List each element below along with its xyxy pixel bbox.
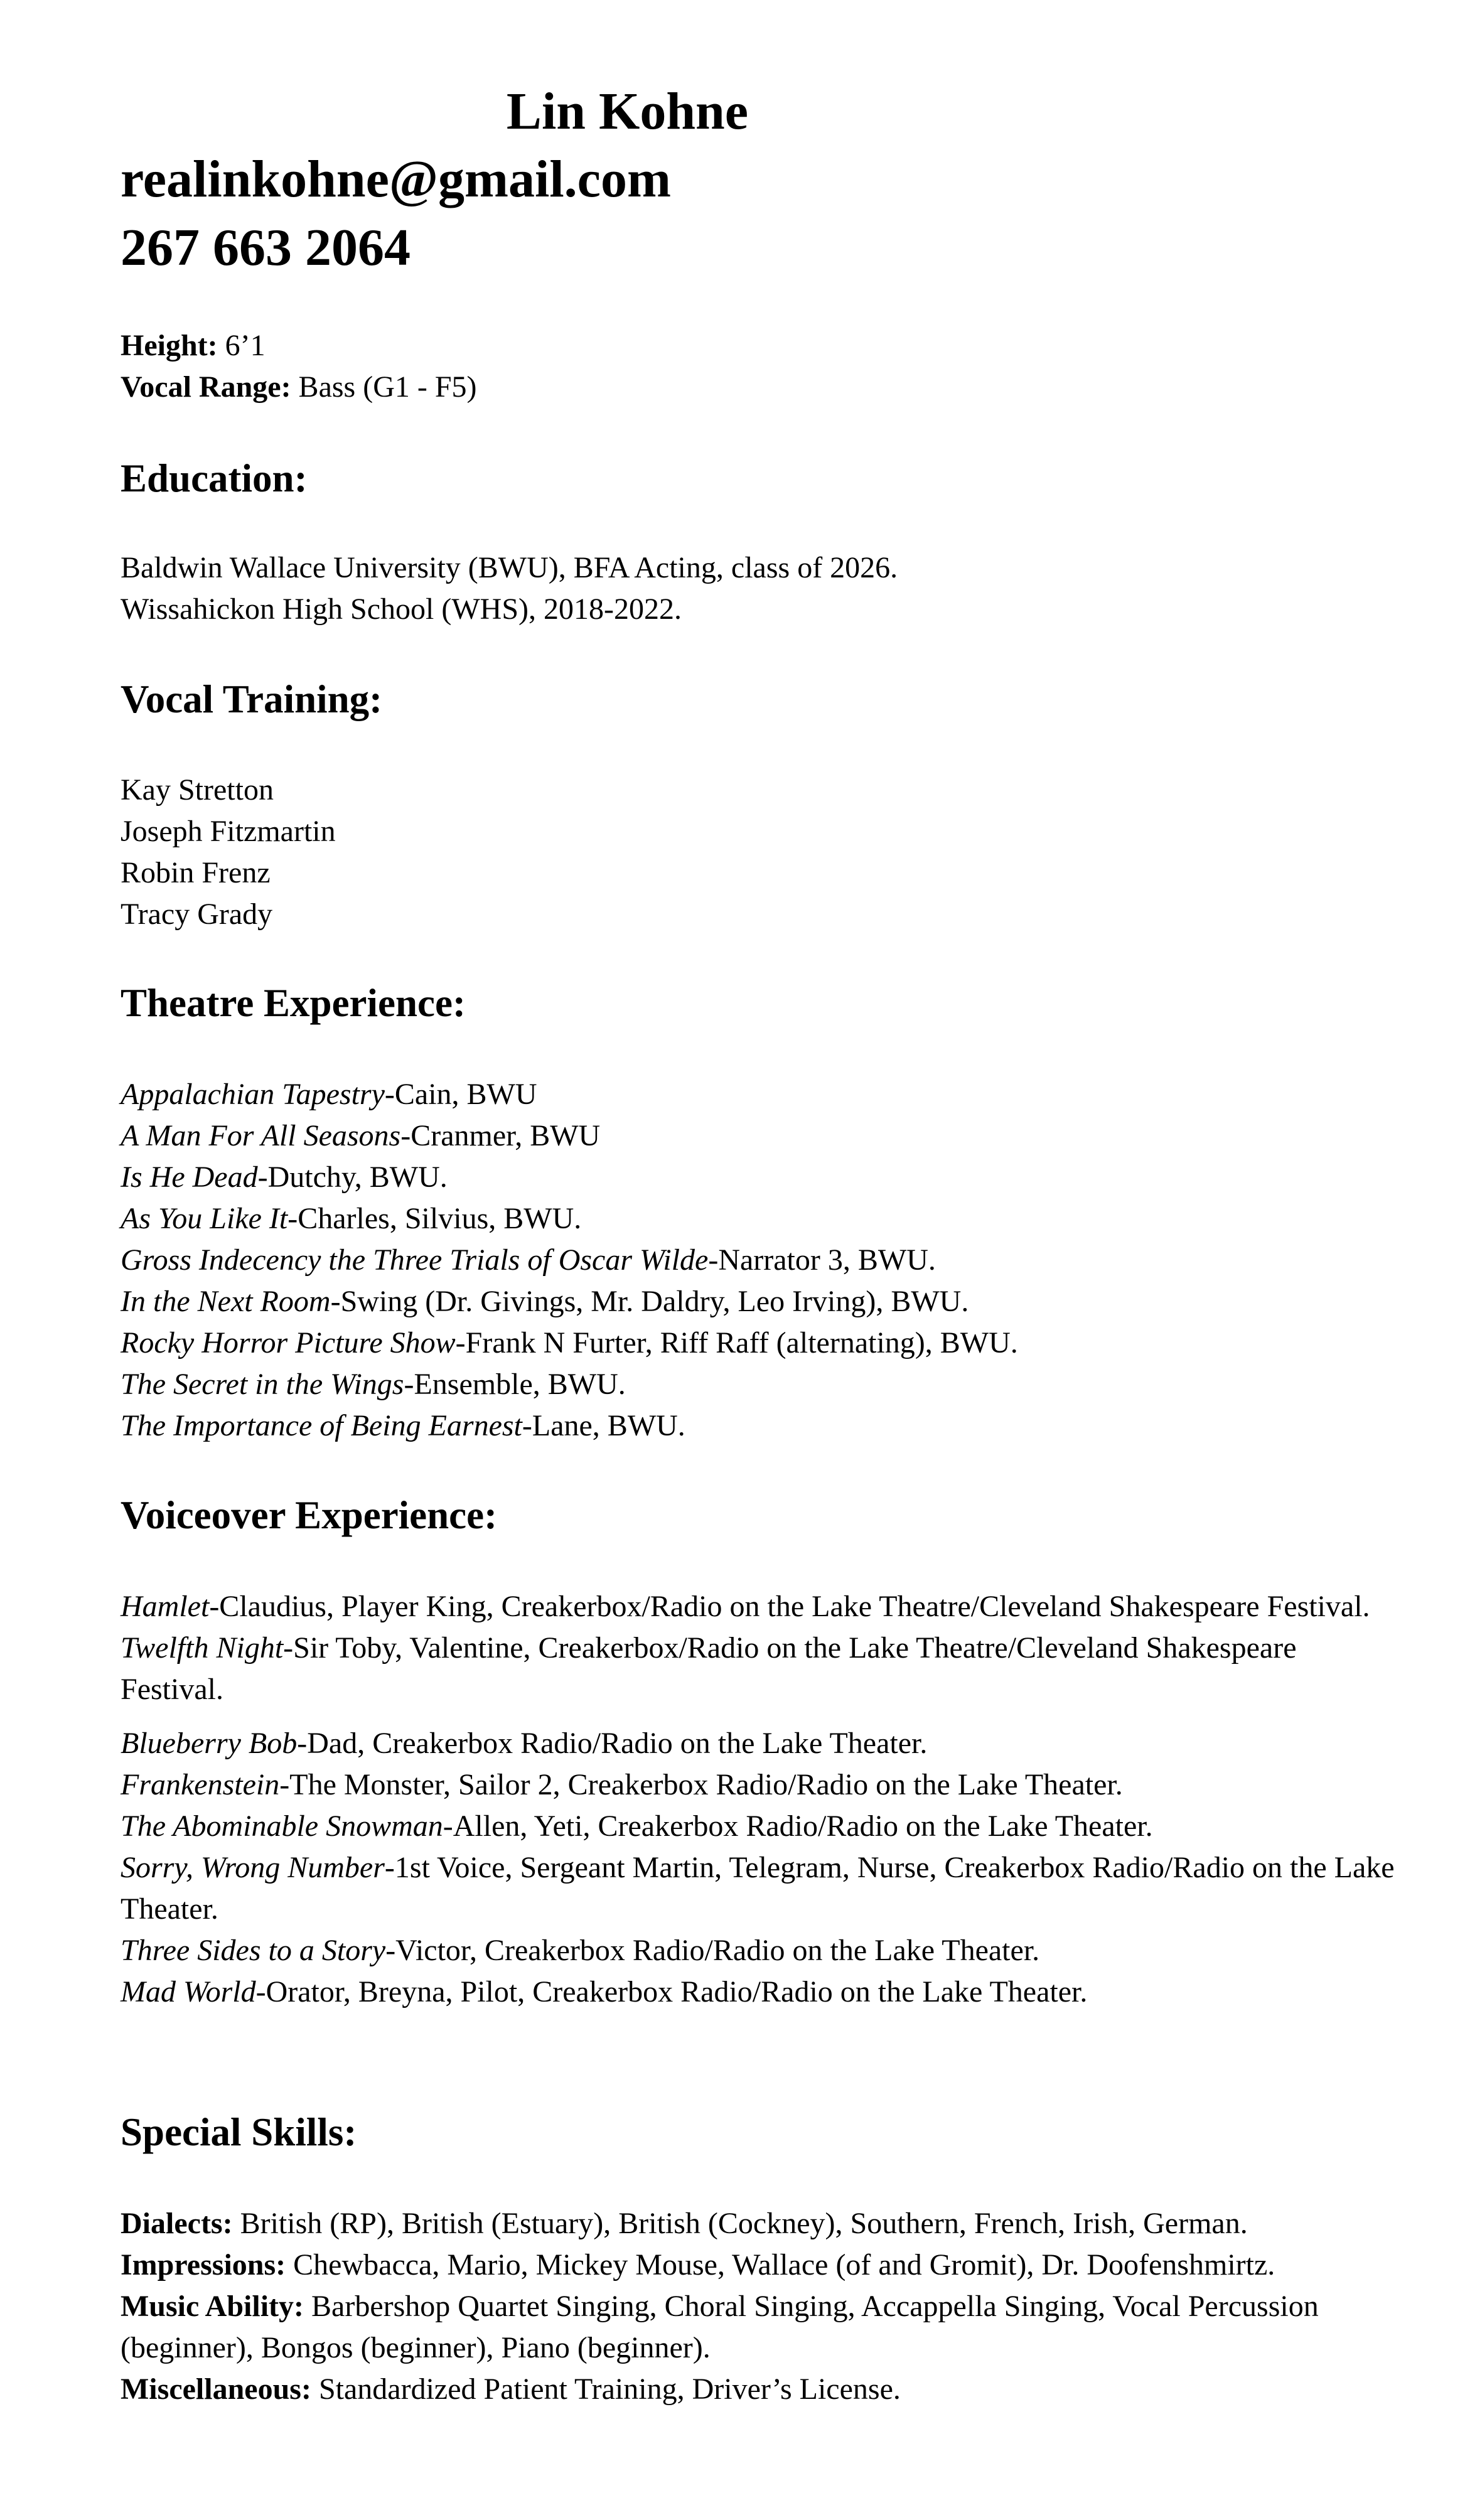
skill-label: Miscellaneous:	[121, 2373, 311, 2406]
theatre-credit	[121, 1074, 1401, 1115]
voiceover-credit	[121, 1847, 1401, 1930]
theatre-experience-heading: Theatre Experience:	[121, 981, 466, 1025]
theatre-credit	[121, 1115, 1401, 1157]
phone-number: 267 663 2064	[121, 218, 411, 277]
credit-detail: -Allen, Yeti, Creakerbox Radio/Radio on the Lake Theater.	[443, 1810, 1153, 1843]
vocal-range-value: Bass (G1 - F5)	[291, 370, 477, 404]
voiceover-credit	[121, 1806, 1401, 1847]
education-item: Baldwin Wallace University (BWU), BFA Acting, class of 2026.	[121, 551, 898, 584]
skill-value: Standardized Patient Training, Driver’s License.	[311, 2373, 901, 2406]
credit-detail: -Charles, Silvius, BWU.	[287, 1202, 582, 1235]
special-skills-heading: Special Skills:	[121, 2110, 357, 2154]
skill-value: Chewbacca, Mario, Mickey Mouse, Wallace (of and Gromit), Dr. Doofenshmirtz.	[286, 2248, 1275, 2281]
credit-detail: -Ensemble, BWU.	[404, 1368, 626, 1401]
theatre-experience-list	[121, 1074, 1401, 1447]
credit-title: Gross Indecency the Three Trials of Oscar Wilde	[121, 1243, 709, 1277]
education-list	[121, 547, 1401, 630]
credit-title: Appalachian Tapestry	[121, 1078, 385, 1111]
credit-detail: -Orator, Breyna, Pilot, Creakerbox Radio/Radio on the Lake Theater.	[255, 1975, 1088, 2008]
vocal-range-label: Vocal Range:	[121, 370, 291, 404]
theatre-credit	[121, 1322, 1401, 1364]
credit-detail: -Sir Toby, Valentine, Creakerbox/Radio on the Lake Theatre/Cleveland Shakespeare Festival.	[121, 1631, 1297, 1706]
theatre-credit	[121, 1364, 1401, 1405]
credit-title: As You Like It	[121, 1202, 288, 1235]
skill-label: Music Ability:	[121, 2290, 304, 2323]
theatre-credit	[121, 1157, 1401, 1198]
skill-label: Impressions:	[121, 2248, 286, 2281]
special-skills-list	[121, 2203, 1401, 2410]
voiceover-experience-list	[121, 1586, 1401, 2013]
vocal-training-list	[121, 769, 1401, 935]
credit-title: Three Sides to a Story	[121, 1934, 386, 1967]
voiceover-credit	[121, 1764, 1401, 1806]
voiceover-credit	[121, 1930, 1401, 1971]
credit-title: The Secret in the Wings	[121, 1368, 404, 1401]
credit-detail: -Dutchy, BWU.	[257, 1161, 448, 1194]
credit-detail: -Swing (Dr. Givings, Mr. Daldry, Leo Irving), BWU.	[330, 1285, 969, 1318]
personal-info	[121, 325, 477, 408]
credit-detail: -1st Voice, Sergeant Martin, Telegram, Nurse, Creakerbox Radio/Radio on the Lake Theater.	[121, 1851, 1395, 1926]
voiceover-credit	[121, 1723, 1401, 1764]
credit-title: Sorry, Wrong Number	[121, 1851, 385, 1884]
voiceover-credit	[121, 1971, 1401, 2013]
credit-detail: -Lane, BWU.	[522, 1409, 685, 1442]
resume-name: Lin Kohne	[506, 82, 749, 141]
voiceover-credit	[121, 1627, 1401, 1710]
theatre-credit	[121, 1281, 1401, 1322]
voiceover-experience-heading: Voiceover Experience:	[121, 1493, 498, 1537]
credit-title: Is He Dead	[121, 1161, 258, 1194]
vocal-range-line	[121, 367, 477, 408]
credit-title: Hamlet	[121, 1590, 210, 1623]
skill-line	[121, 2369, 1401, 2410]
credit-detail: -The Monster, Sailor 2, Creakerbox Radio/Radio on the Lake Theater.	[279, 1768, 1123, 1801]
credit-detail: -Dad, Creakerbox Radio/Radio on the Lake Theater.	[297, 1727, 928, 1760]
education-heading: Education:	[121, 456, 308, 500]
vocal-teacher: Tracy Grady	[121, 898, 273, 931]
education-item: Wissahickon High School (WHS), 2018-2022.	[121, 592, 682, 626]
credit-title: Mad World	[121, 1975, 256, 2008]
vocal-teacher: Joseph Fitzmartin	[121, 815, 336, 848]
vocal-training-heading: Vocal Training:	[121, 677, 383, 721]
credit-detail: -Cranmer, BWU	[400, 1119, 601, 1152]
credit-title: Frankenstein	[121, 1768, 280, 1801]
credit-title: In the Next Room	[121, 1285, 331, 1318]
credit-detail: -Claudius, Player King, Creakerbox/Radio on the Lake Theatre/Cleveland Shakespeare Festival.	[209, 1590, 1370, 1623]
skill-line	[121, 2244, 1401, 2286]
theatre-credit	[121, 1240, 1401, 1281]
skill-label: Dialects:	[121, 2207, 233, 2240]
credit-title: Blueberry Bob	[121, 1727, 298, 1760]
credit-title: Twelfth Night	[121, 1631, 284, 1665]
skill-line	[121, 2203, 1401, 2244]
credit-title: A Man For All Seasons	[121, 1119, 401, 1152]
theatre-credit	[121, 1405, 1401, 1447]
credit-title: The Abominable Snowman	[121, 1810, 443, 1843]
height-label: Height:	[121, 329, 218, 362]
credit-title: The Importance of Being Earnest	[121, 1409, 522, 1442]
voiceover-credit	[121, 1586, 1401, 1627]
vocal-teacher: Robin Frenz	[121, 856, 271, 889]
credit-detail: -Narrator 3, BWU.	[708, 1243, 936, 1277]
vocal-teacher: Kay Stretton	[121, 773, 274, 807]
credit-detail: -Victor, Creakerbox Radio/Radio on the Lake Theater.	[385, 1934, 1040, 1967]
skill-value: Barbershop Quartet Singing, Choral Singing, Accappella Singing, Vocal Percussion (beginner), Bongos (beginner), Piano (beginner).	[121, 2290, 1319, 2364]
theatre-credit	[121, 1198, 1401, 1240]
credit-title: Rocky Horror Picture Show	[121, 1326, 456, 1359]
email-address[interactable]: realinkohne@gmail.com	[121, 150, 671, 208]
height-value: 6’1	[217, 329, 266, 362]
skill-value: British (RP), British (Estuary), British (Cockney), Southern, French, Irish, German.	[232, 2207, 1248, 2240]
height-line	[121, 325, 477, 367]
credit-detail: -Frank N Furter, Riff Raff (alternating), BWU.	[455, 1326, 1018, 1359]
skill-line	[121, 2286, 1401, 2369]
credit-detail: -Cain, BWU	[384, 1078, 537, 1111]
